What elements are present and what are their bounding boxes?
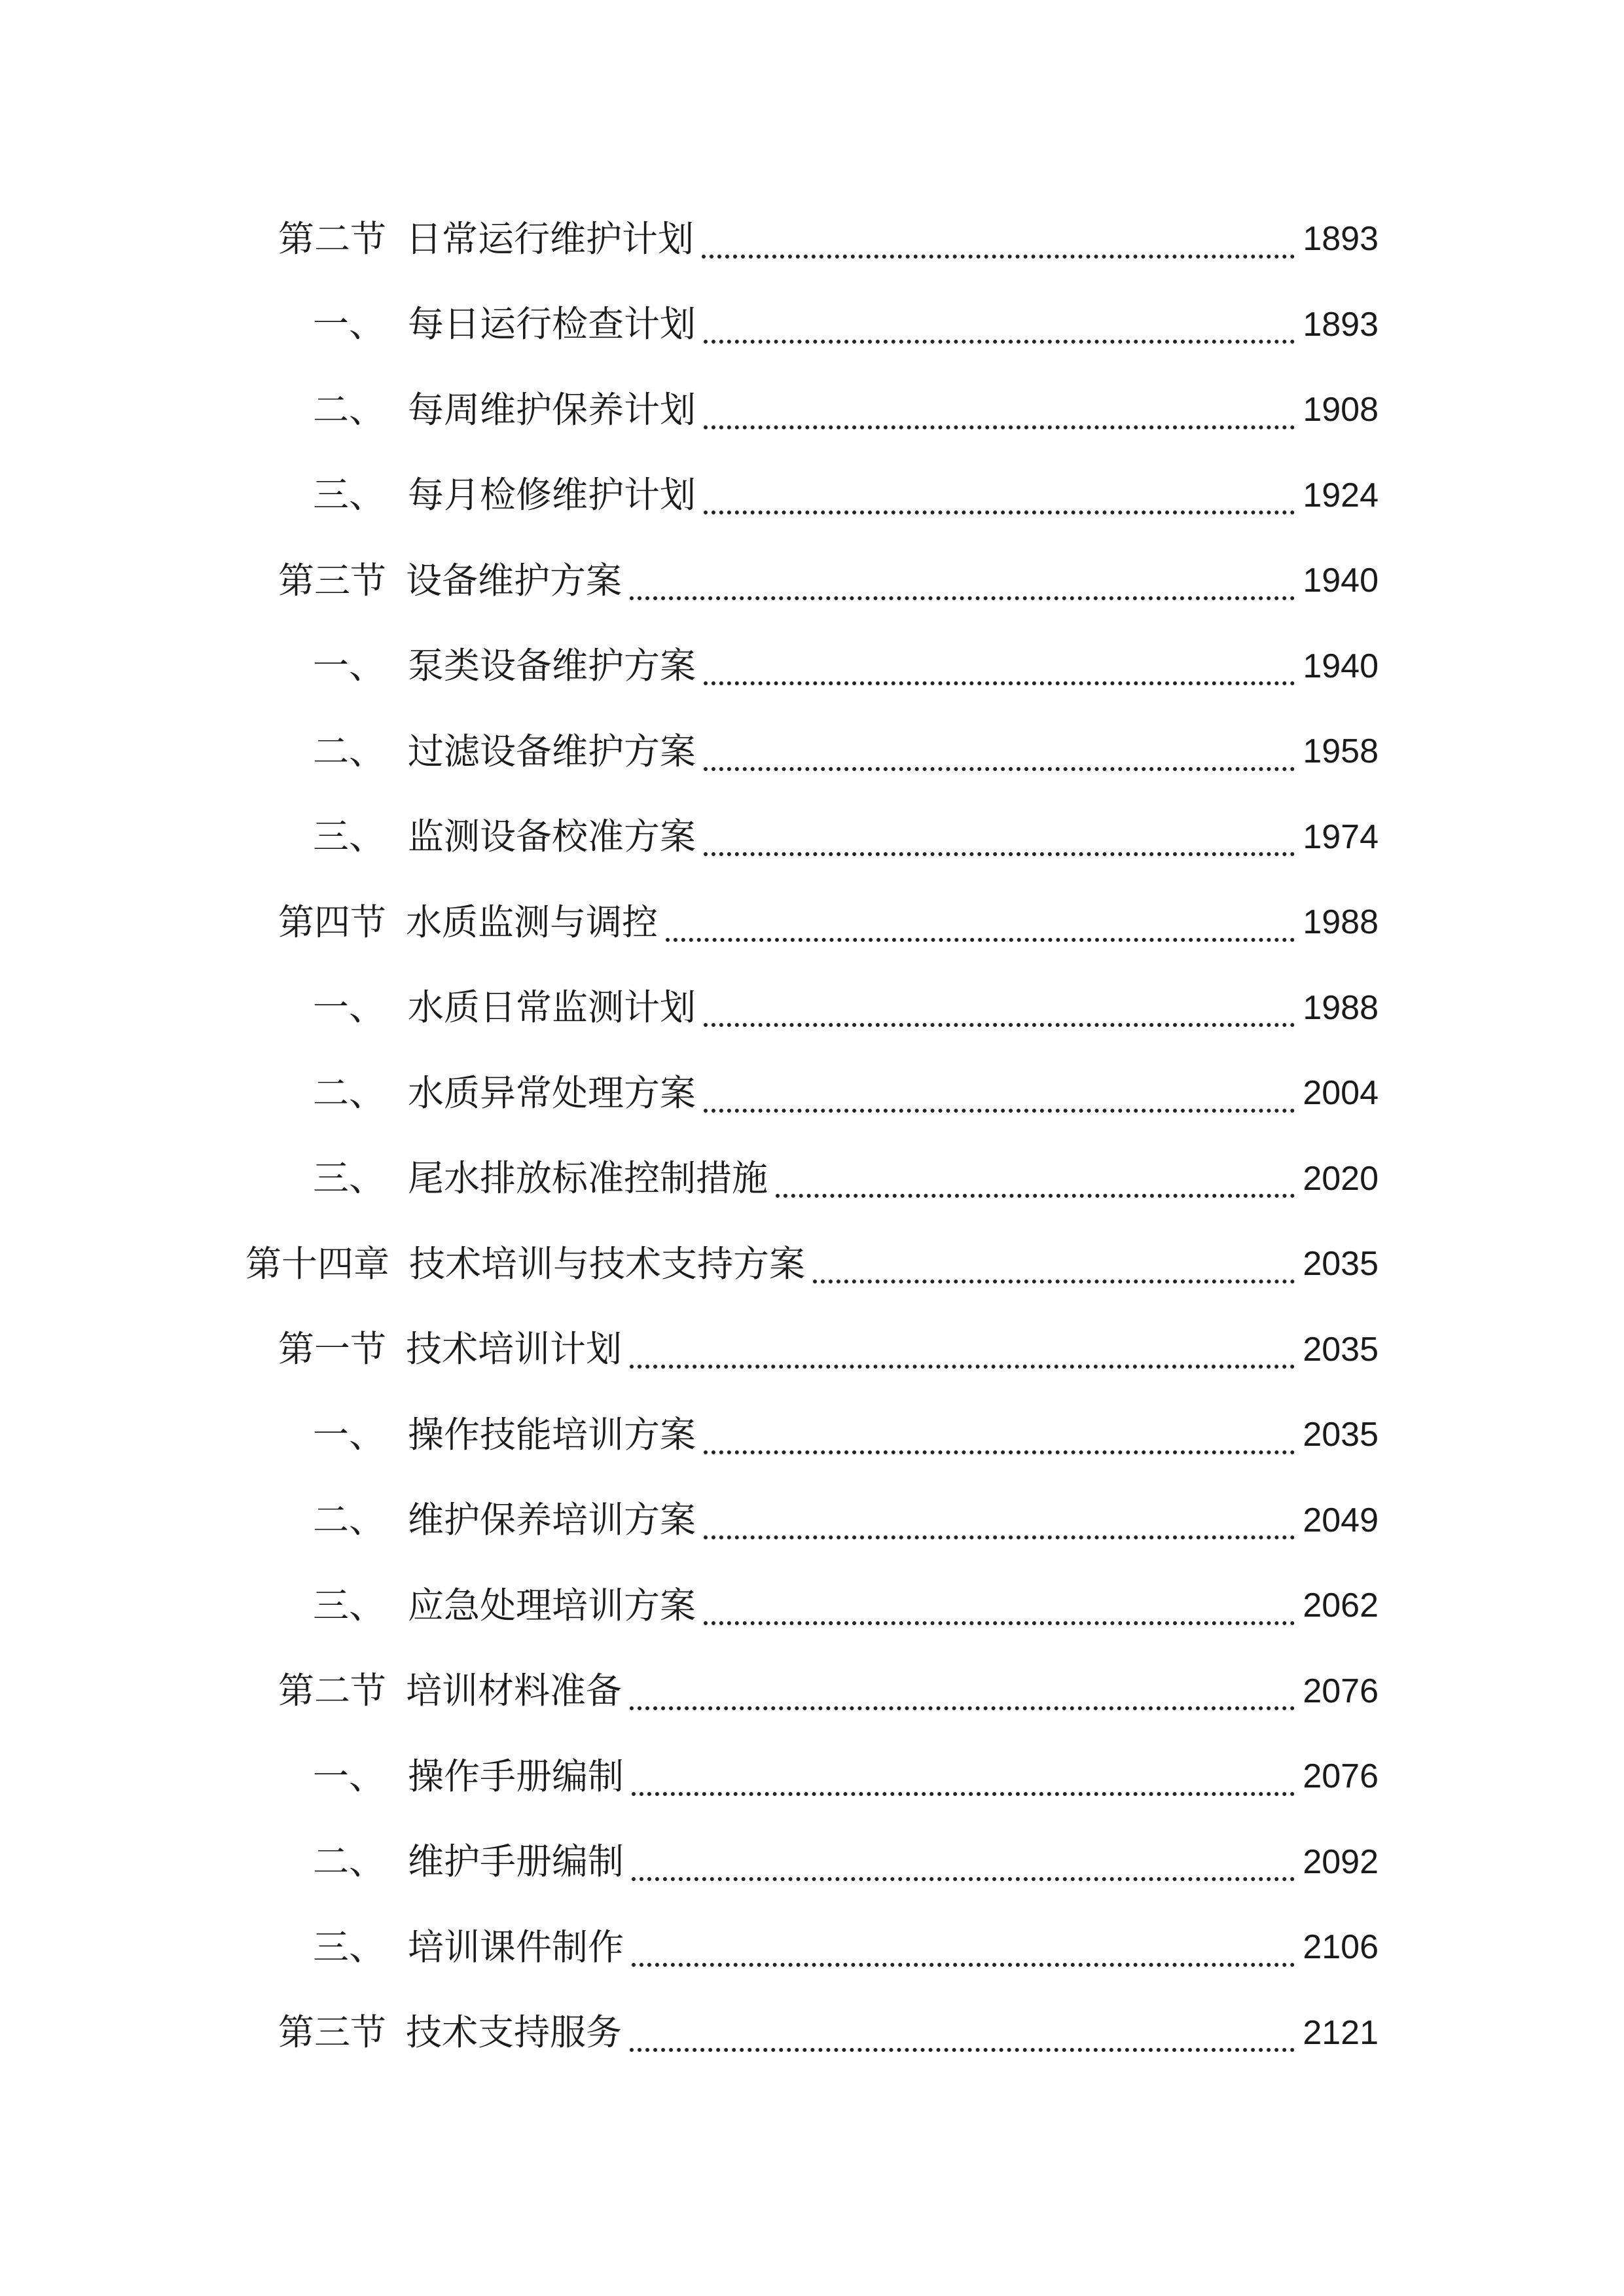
toc-entry[interactable] (0, 538, 1624, 624)
toc-entry-number: 三、 (313, 816, 386, 858)
toc-entry-number: 第一节 (278, 1328, 387, 1371)
dot-leader (776, 1194, 1295, 1198)
toc-entry[interactable] (0, 1905, 1624, 1990)
toc-entry-title: 应急处理培训方案 (408, 1584, 696, 1626)
toc-entry-page: 1974 (1303, 817, 1379, 856)
dot-leader (632, 1963, 1295, 1967)
toc-entry-page: 2106 (1303, 1928, 1379, 1967)
toc-entry-title: 技术培训计划 (406, 1328, 623, 1371)
toc-entry-page: 1893 (1303, 220, 1379, 259)
dot-leader (704, 681, 1295, 685)
dot-leader (704, 511, 1295, 514)
toc-entry[interactable] (0, 367, 1624, 453)
toc-entry-chapter[interactable] (0, 1221, 1624, 1307)
toc-entry[interactable] (0, 965, 1624, 1051)
toc-entry-page: 1988 (1303, 903, 1379, 942)
toc-entry-number: 一、 (313, 1755, 386, 1797)
toc-entry-number: 二、 (313, 1499, 386, 1541)
toc-entry-title: 培训课件制作 (408, 1926, 624, 1968)
toc-entry-page: 2004 (1303, 1074, 1379, 1113)
toc-entry[interactable] (0, 624, 1624, 709)
toc-entry-page: 2062 (1303, 1587, 1379, 1625)
toc-entry-page: 1924 (1303, 476, 1379, 514)
toc-entry-page: 2092 (1303, 1842, 1379, 1881)
toc-entry[interactable] (0, 1136, 1624, 1222)
toc-entry-page: 2121 (1303, 2013, 1379, 2052)
dot-leader (666, 938, 1295, 942)
toc-entry-title: 培训材料准备 (406, 1670, 623, 1712)
dot-leader (704, 767, 1295, 771)
toc-entry[interactable] (0, 453, 1624, 539)
toc-entry[interactable] (0, 1734, 1624, 1820)
toc-entry-number: 第二节 (278, 1670, 387, 1712)
dot-leader (704, 1023, 1295, 1027)
toc-entry-title: 监测设备校准方案 (408, 816, 696, 858)
toc-entry-page: 1908 (1303, 391, 1379, 429)
toc-entry[interactable] (0, 196, 1624, 282)
toc-entry-title: 设备维护方案 (406, 559, 623, 601)
toc-entry-title: 水质监测与调控 (406, 901, 659, 943)
toc-entry-number: 一、 (313, 645, 386, 687)
toc-entry-number: 三、 (313, 1157, 386, 1200)
dot-leader (632, 1877, 1295, 1881)
toc-entry-number: 二、 (313, 730, 386, 772)
dot-leader (704, 852, 1295, 856)
toc-entry[interactable] (0, 880, 1624, 965)
dot-leader (704, 1535, 1295, 1539)
toc-entry[interactable] (0, 1990, 1624, 2076)
toc-entry[interactable] (0, 1478, 1624, 1564)
toc-entry-title: 过滤设备维护方案 (408, 730, 696, 772)
toc-entry-number: 三、 (313, 1584, 386, 1626)
toc-entry-title: 维护手册编制 (408, 1840, 624, 1883)
toc-entry-page: 2035 (1303, 1330, 1379, 1369)
toc-entry-number: 第十四章 (245, 1242, 390, 1285)
toc-entry-page: 2020 (1303, 1159, 1379, 1198)
toc-entry-page: 2035 (1303, 1245, 1379, 1283)
toc-entry[interactable] (0, 1050, 1624, 1136)
toc-entry-title: 日常运行维护计划 (406, 217, 695, 260)
toc-entry[interactable] (0, 1820, 1624, 1905)
toc-entry-number: 一、 (313, 303, 386, 346)
toc-entry-page: 1940 (1303, 562, 1379, 600)
toc-entry-page: 2035 (1303, 1416, 1379, 1454)
toc-entry-page: 1940 (1303, 647, 1379, 685)
dot-leader (630, 1706, 1295, 1710)
dot-leader (704, 1621, 1295, 1625)
table-of-contents (0, 196, 1624, 2075)
toc-entry-title: 尾水排放标准控制措施 (408, 1157, 768, 1200)
toc-entry-title: 每月检修维护计划 (408, 474, 696, 516)
dot-leader (702, 255, 1295, 259)
toc-entry-title: 水质日常监测计划 (408, 986, 696, 1029)
toc-entry-page: 2049 (1303, 1501, 1379, 1539)
dot-leader (704, 340, 1295, 344)
toc-entry[interactable] (0, 709, 1624, 795)
toc-entry-title: 技术培训与技术支持方案 (409, 1242, 806, 1285)
toc-entry-number: 一、 (313, 986, 386, 1029)
dot-leader (630, 2048, 1295, 2052)
toc-entry-page: 1893 (1303, 305, 1379, 344)
dot-leader (704, 425, 1295, 429)
dot-leader (704, 1450, 1295, 1454)
toc-entry[interactable] (0, 1563, 1624, 1649)
toc-entry-number: 三、 (313, 1926, 386, 1968)
toc-entry-number: 三、 (313, 474, 386, 516)
toc-entry-number: 二、 (313, 388, 386, 431)
toc-entry-number: 第三节 (278, 2011, 387, 2054)
toc-entry[interactable] (0, 1307, 1624, 1393)
toc-entry-title: 技术支持服务 (406, 2011, 623, 2054)
toc-entry[interactable] (0, 795, 1624, 880)
toc-entry-title: 维护保养培训方案 (408, 1499, 696, 1541)
toc-entry-number: 二、 (313, 1840, 386, 1883)
toc-entry-number: 第四节 (278, 901, 387, 943)
toc-entry-title: 每周维护保养计划 (408, 388, 696, 431)
dot-leader (632, 1792, 1295, 1796)
dot-leader (813, 1280, 1295, 1283)
toc-entry-page: 2076 (1303, 1757, 1379, 1796)
dot-leader (630, 596, 1295, 600)
toc-entry-title: 操作手册编制 (408, 1755, 624, 1797)
dot-leader (704, 1109, 1295, 1113)
dot-leader (630, 1365, 1295, 1369)
toc-entry-title: 每日运行检查计划 (408, 303, 696, 346)
toc-entry[interactable] (0, 1649, 1624, 1734)
toc-entry[interactable] (0, 282, 1624, 368)
toc-entry-title: 操作技能培训方案 (408, 1413, 696, 1456)
toc-entry-number: 第二节 (278, 217, 387, 260)
toc-entry-number: 一、 (313, 1413, 386, 1456)
toc-entry-page: 2076 (1303, 1672, 1379, 1710)
toc-entry-number: 二、 (313, 1071, 386, 1114)
toc-entry-page: 1958 (1303, 732, 1379, 771)
toc-entry-title: 水质异常处理方案 (408, 1071, 696, 1114)
toc-entry-page: 1988 (1303, 988, 1379, 1027)
toc-entry-title: 泵类设备维护方案 (408, 645, 696, 687)
toc-entry-number: 第三节 (278, 559, 387, 601)
toc-entry[interactable] (0, 1392, 1624, 1478)
